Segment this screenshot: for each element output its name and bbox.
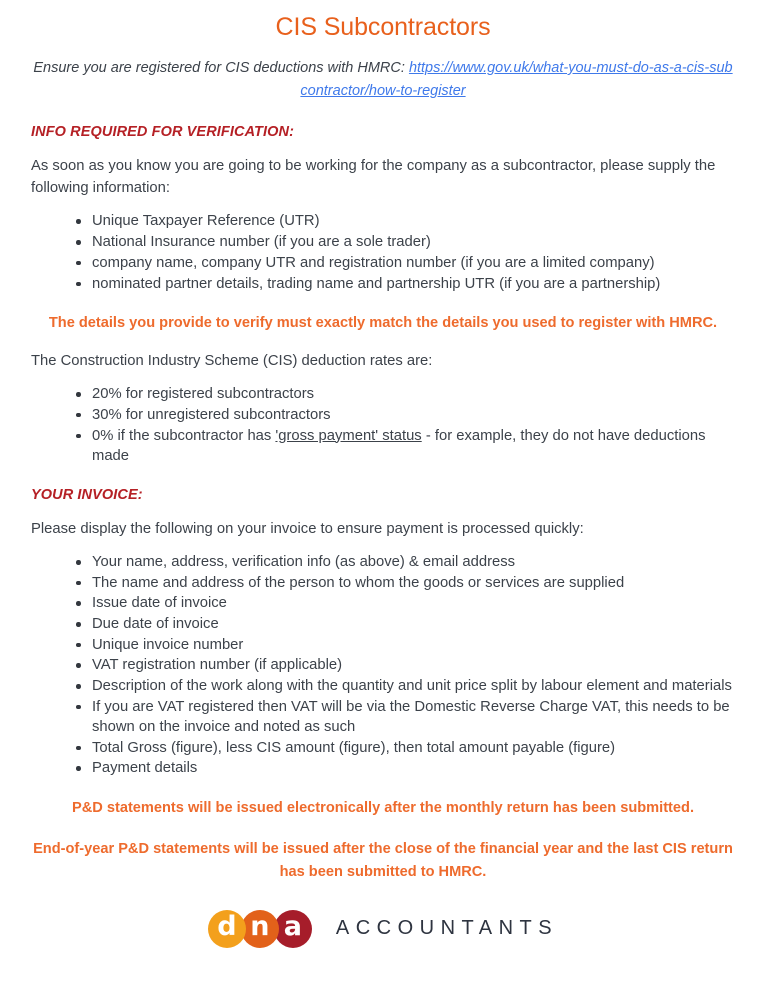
section-heading-invoice: YOUR INVOICE:	[31, 486, 143, 503]
logo-letter-d: d	[217, 911, 237, 943]
logo-wordmark: ACCOUNTANTS	[335, 917, 559, 940]
intro-registration-line	[30, 57, 736, 103]
logo-letter-n: n	[250, 911, 270, 943]
hmrc-registration-link[interactable]: https://www.gov.uk/what-you-must-do-as-a-cis-subcontractor/how-to-register	[300, 60, 733, 99]
gross-payment-status-link[interactable]: 'gross payment' status	[275, 427, 422, 444]
intro-lead-text: Ensure you are registered for CIS deductions with HMRC:	[33, 60, 409, 76]
invoice-requirements-list	[30, 552, 736, 779]
list-item: The name and address of the person to whom the goods or services are supplied	[76, 573, 736, 593]
gross-payment-prefix: 0% if the subcontractor has	[92, 427, 276, 444]
closing-statement-monthly: P&D statements will be issued electronically after the monthly return has been submitted.	[71, 799, 694, 816]
list-item: nominated partner details, trading name and partnership UTR (if you are a partnership)	[76, 274, 736, 294]
list-item: Total Gross (figure), less CIS amount (figure), then total amount payable (figure)	[76, 738, 736, 758]
verification-info-list	[30, 211, 736, 294]
list-item	[76, 426, 736, 466]
section-heading-verification: INFO REQUIRED FOR VERIFICATION:	[31, 124, 295, 140]
page-title: CIS Subcontractors	[275, 13, 491, 41]
list-item: Unique Taxpayer Reference (UTR)	[76, 211, 736, 231]
verification-intro-paragraph: As soon as you know you are going to be working for the company as a subcontractor, please supply the following information:	[31, 158, 716, 196]
deduction-rates-intro: The Construction Industry Scheme (CIS) deduction rates are:	[31, 353, 433, 370]
list-item: Payment details	[76, 758, 736, 778]
list-item: VAT registration number (if applicable)	[76, 655, 736, 675]
list-item: Due date of invoice	[76, 614, 736, 634]
list-item: Description of the work along with the quantity and unit price split by labour element and materials	[76, 676, 736, 696]
list-item: Unique invoice number	[76, 635, 736, 655]
logo-circle-n-icon	[241, 910, 279, 948]
list-item: National Insurance number (if you are a sole trader)	[76, 232, 736, 252]
invoice-intro-paragraph: Please display the following on your invoice to ensure payment is processed quickly:	[31, 520, 584, 537]
list-item: 30% for unregistered subcontractors	[76, 405, 736, 425]
deduction-rates-list	[30, 384, 736, 466]
footer-logo	[30, 910, 736, 948]
logo-circle-d-icon	[208, 910, 246, 948]
list-item: Your name, address, verification info (as above) & email address	[76, 552, 736, 572]
list-item: 20% for registered subcontractors	[76, 384, 736, 404]
logo-circle-a-icon	[274, 910, 312, 948]
dna-logo-marks	[208, 910, 312, 948]
verification-emphasis-note: The details you provide to verify must exactly match the details you used to register with HMRC.	[48, 315, 718, 332]
logo-letter-a: a	[283, 911, 302, 943]
closing-statement-end-of-year: End-of-year P&D statements will be issued after the close of the financial year and the last CIS return has been submitted to HMRC.	[33, 840, 733, 880]
list-item: Issue date of invoice	[76, 593, 736, 613]
list-item: company name, company UTR and registration number (if you are a limited company)	[76, 253, 736, 273]
list-item: If you are VAT registered then VAT will be via the Domestic Reverse Charge VAT, this needs to be shown on the invoice and noted as such	[76, 697, 736, 737]
gross-payment-suffix: - for example, they do not have deductions made	[92, 427, 706, 464]
